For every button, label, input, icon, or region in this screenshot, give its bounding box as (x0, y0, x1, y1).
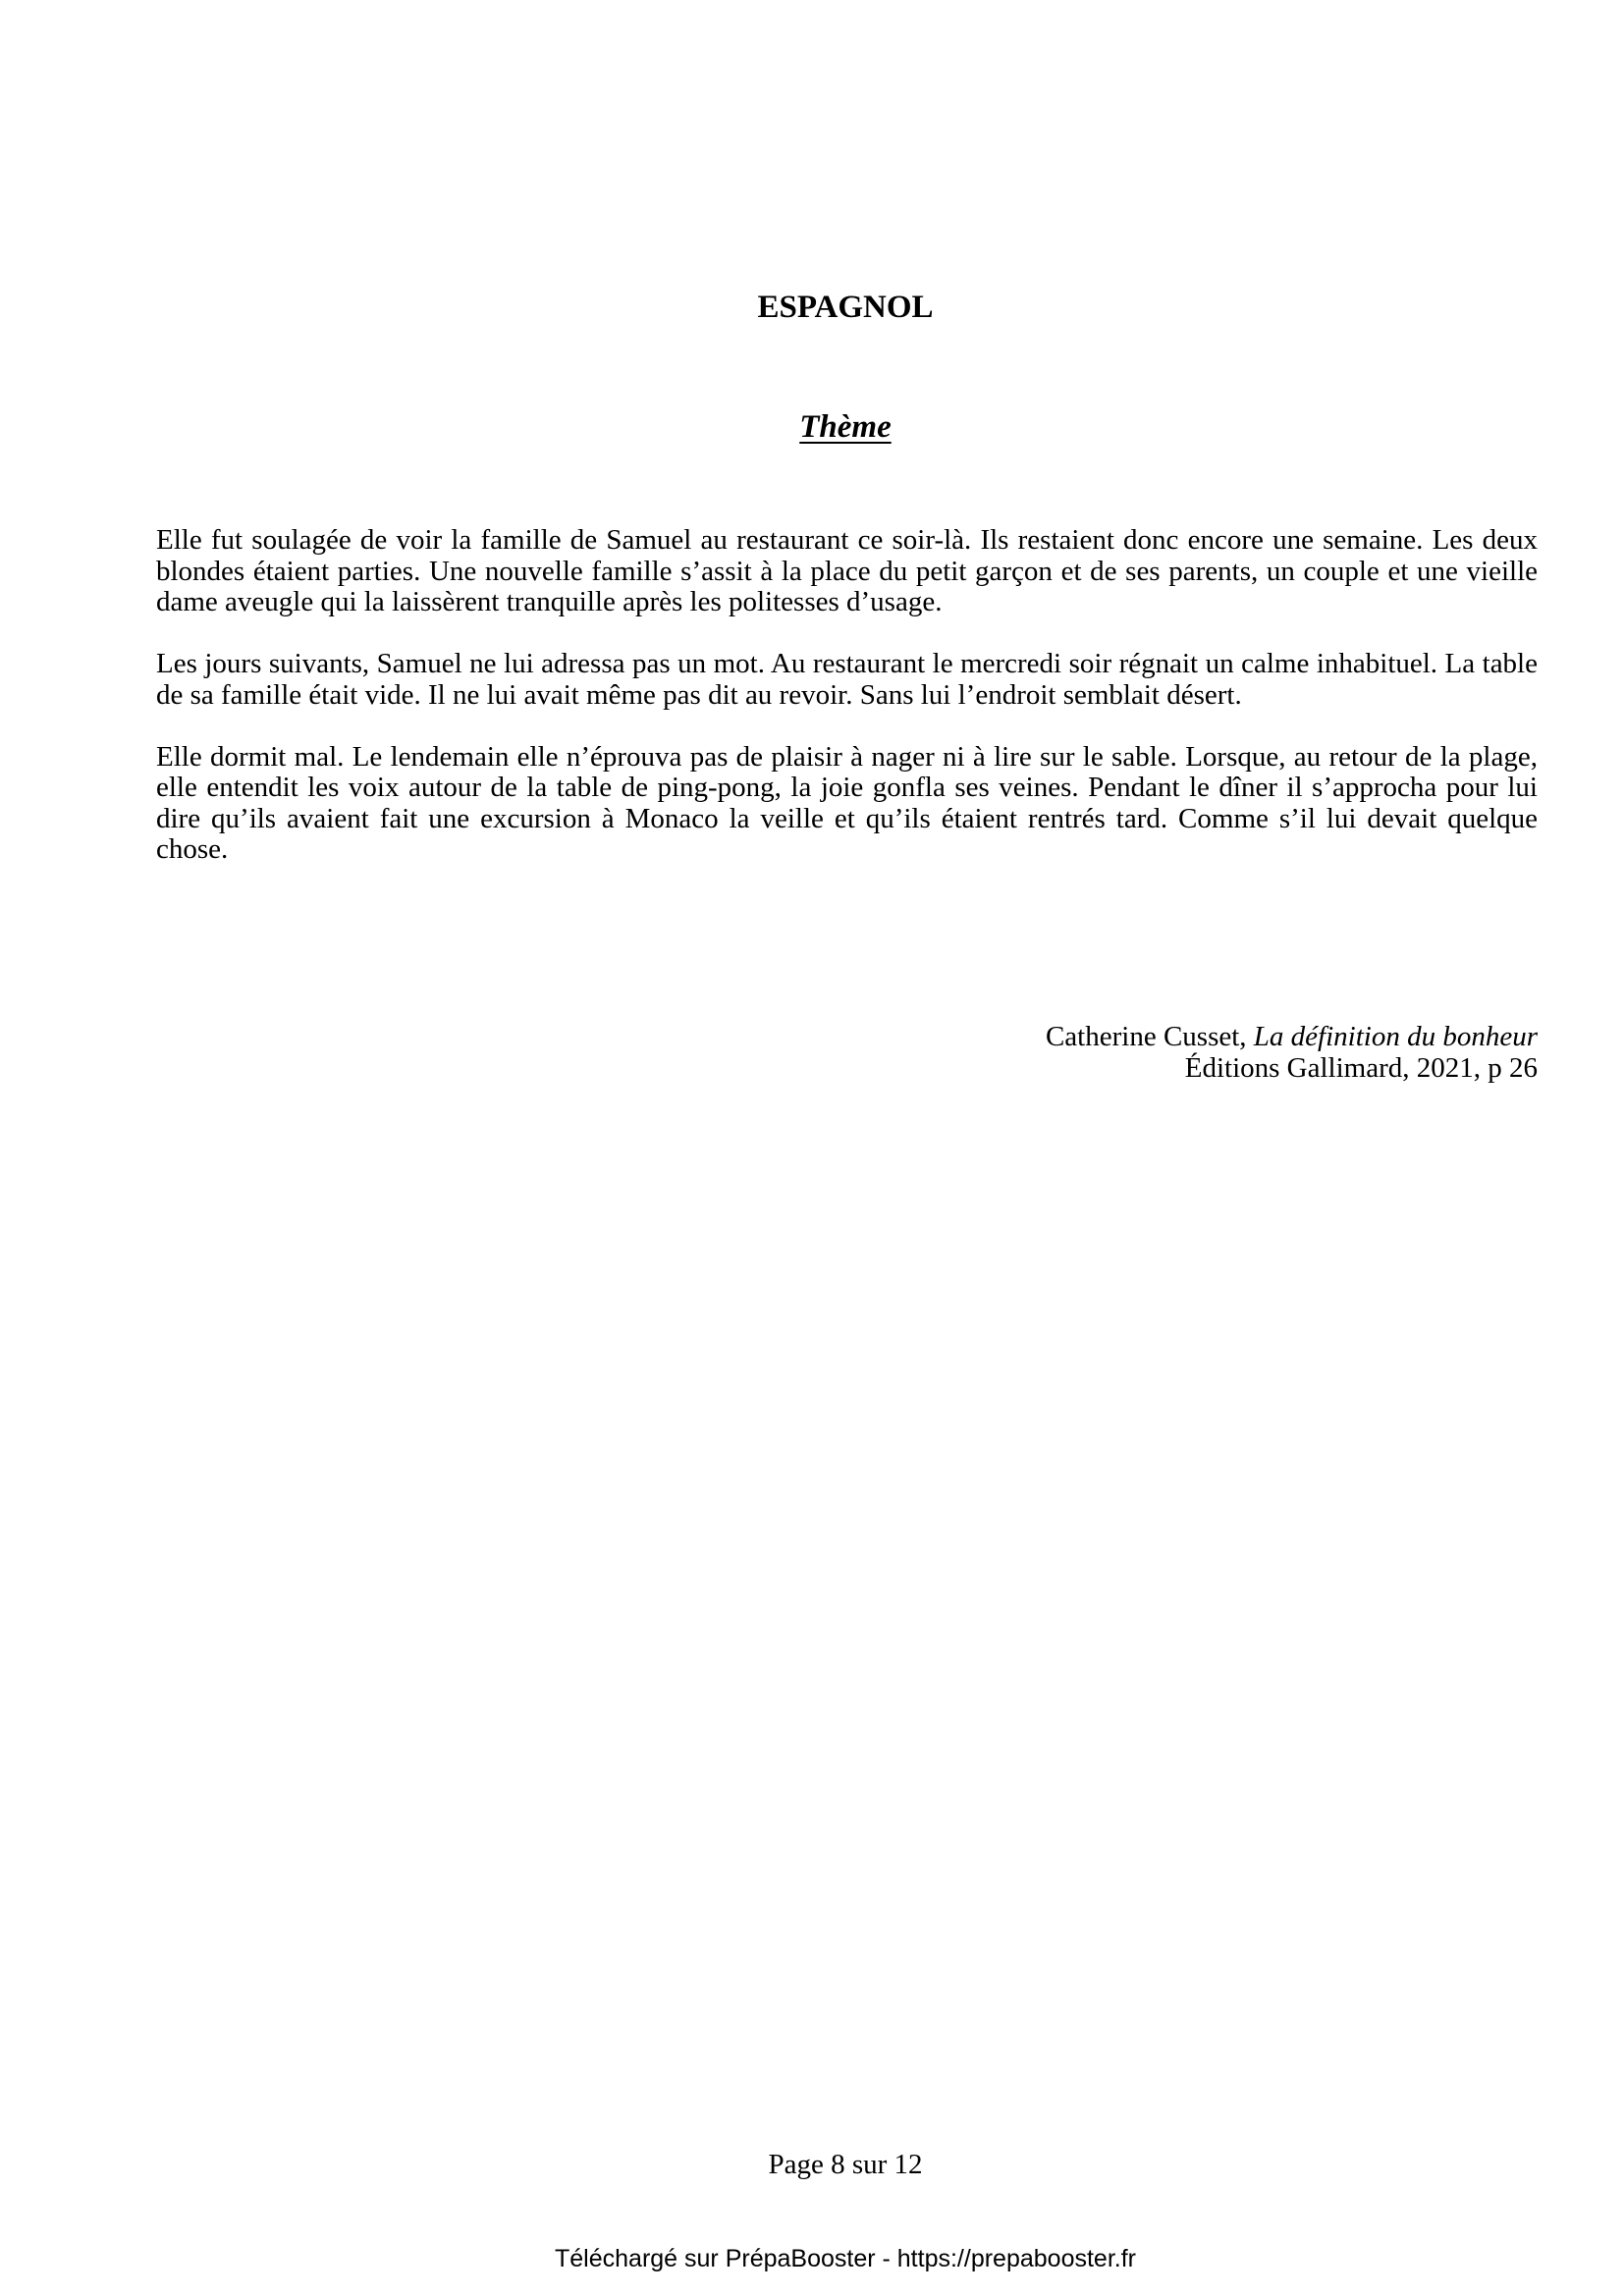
citation-author: Catherine Cusset, (1045, 1021, 1254, 1052)
section-title: Thème (799, 409, 892, 445)
paragraph-2: Les jours suivants, Samuel ne lui adressa pas un mot. Au restaurant le mercredi soir régnait un calme inhabituel. La table de sa famille était vide. Il ne lui avait même pas dit au revoir. Sans lui l’endroit semblait désert. (156, 648, 1538, 711)
passage (156, 525, 1538, 896)
citation (156, 1021, 1538, 1084)
paragraph-3: Elle dormit mal. Le lendemain elle n’éprouva pas de plaisir à nager ni à lire sur le sable. Lorsque, au retour de la plage, elle entendit les voix autour de la table de ping-pong, la joie gonfla ses veines. Pendant le dîner il s’approcha pour lui dire qu’ils avaient fait une excursion à Monaco la veille et qu’ils étaient rentrés tard. Comme s’il lui devait quelque chose. (156, 740, 1538, 865)
download-footer: Téléchargé sur PrépaBooster - https://prepabooster.fr (555, 2245, 1136, 2272)
page-heading: ESPAGNOL (757, 290, 934, 325)
citation-work-title: La définition du bonheur (1253, 1021, 1538, 1052)
citation-source-line (156, 1021, 1538, 1052)
paragraph-1: Elle fut soulagée de voir la famille de Samuel au restaurant ce soir-là. Ils restaient donc encore une semaine. Les deux blondes étaient parties. Une nouvelle famille s’assit à la place du petit garçon et de ses parents, un couple et une vieille dame aveugle qui la laissèrent tranquille après les politesses d’usage. (156, 524, 1538, 617)
page-number: Page 8 sur 12 (768, 2149, 923, 2180)
citation-publisher: Éditions Gallimard, 2021, p 26 (1184, 1052, 1538, 1084)
